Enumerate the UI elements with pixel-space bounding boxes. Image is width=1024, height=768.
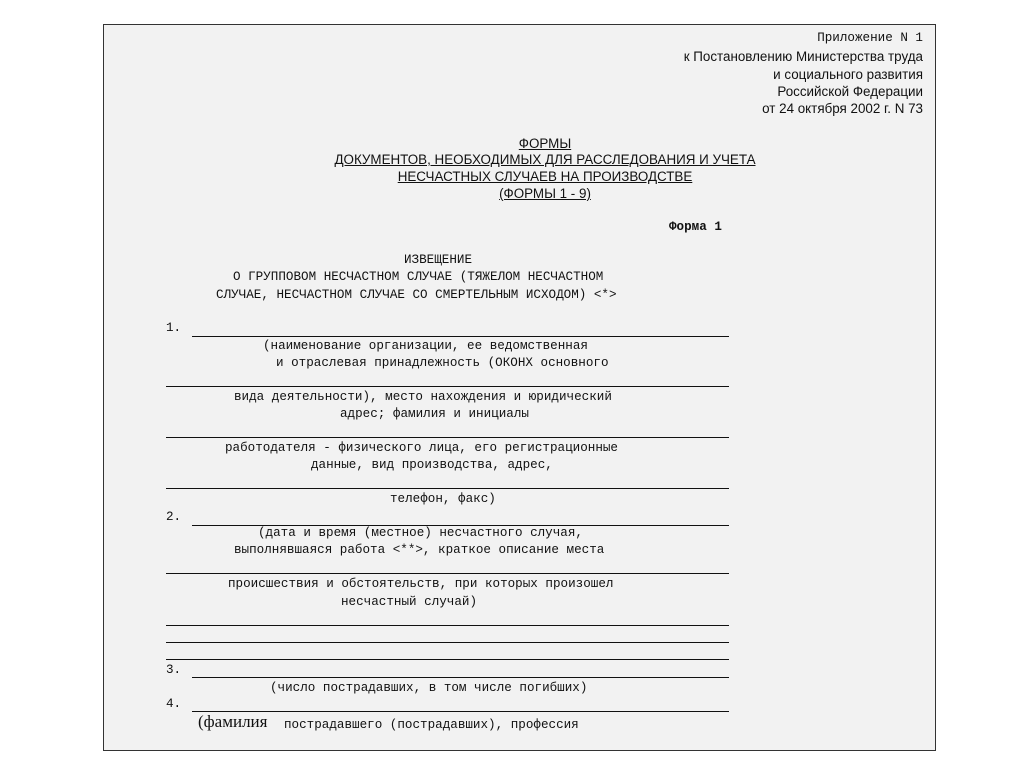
header-line-1: к Постановлению Министерства труда <box>683 49 923 64</box>
caption-2a: (дата и время (местное) несчастного случая, <box>258 526 583 540</box>
caption-1a: (наименование организации, ее ведомственная <box>263 339 588 353</box>
item-3-number: 3. <box>166 663 182 677</box>
title-line-2: ДОКУМЕНТОВ, НЕОБХОДИМЫХ ДЛЯ РАССЛЕДОВАНИЯ И УЧЕТА <box>334 152 756 167</box>
fill-line <box>166 625 729 626</box>
item-1-number: 1. <box>166 321 182 335</box>
notice-line-3: СЛУЧАЕ, НЕСЧАСТНОМ СЛУЧАЕ СО СМЕРТЕЛЬНЫМ ИСХОДОМ) <*> <box>216 288 617 302</box>
title-line-3: НЕСЧАСТНЫХ СЛУЧАЕВ НА ПРОИЗВОДСТВЕ <box>397 169 693 184</box>
fill-line <box>166 488 729 489</box>
fill-line <box>166 659 729 660</box>
caption-1c: вида деятельности), место нахождения и юридический <box>234 390 612 404</box>
caption-2c: происшествия и обстоятельств, при которых произошел <box>228 577 614 591</box>
header-line-3: Российской Федерации <box>777 84 923 99</box>
caption-4-surname: (фамилия <box>198 712 268 731</box>
caption-1g: телефон, факс) <box>390 492 496 506</box>
caption-1f: данные, вид производства, адрес, <box>311 458 553 472</box>
caption-1d: адрес; фамилия и инициалы <box>340 407 529 421</box>
item-4-number: 4. <box>166 697 182 711</box>
fill-line <box>166 386 729 387</box>
fill-line <box>166 642 729 643</box>
caption-1e: работодателя - физического лица, его регистрационные <box>225 441 618 455</box>
fill-line <box>166 437 729 438</box>
item-2-number: 2. <box>166 510 182 524</box>
caption-2d: несчастный случай) <box>341 595 478 609</box>
caption-1b: и отраслевая принадлежность (ОКОНХ основного <box>276 356 609 370</box>
title-line-4: (ФОРМЫ 1 - 9) <box>499 186 591 201</box>
header-line-2: и социального развития <box>773 67 923 82</box>
title-forms: ФОРМЫ <box>518 136 572 151</box>
fill-line <box>166 573 729 574</box>
notice-title: ИЗВЕЩЕНИЕ <box>404 253 473 267</box>
header-line-4: от 24 октября 2002 г. N 73 <box>762 101 923 116</box>
caption-3: (число пострадавших, в том числе погибших) <box>270 681 588 695</box>
appendix-number: Приложение N 1 <box>817 31 923 45</box>
fill-line <box>192 677 729 678</box>
caption-2b: выполнявшаяся работа <**>, краткое описание места <box>234 543 605 557</box>
notice-line-2: О ГРУППОВОМ НЕСЧАСТНОМ СЛУЧАЕ (ТЯЖЕЛОМ НЕСЧАСТНОМ <box>233 270 604 284</box>
fill-line <box>192 711 729 712</box>
form-label: Форма 1 <box>669 220 722 234</box>
fill-line <box>192 336 729 337</box>
caption-4-rest: пострадавшего (пострадавших), профессия <box>284 718 579 732</box>
